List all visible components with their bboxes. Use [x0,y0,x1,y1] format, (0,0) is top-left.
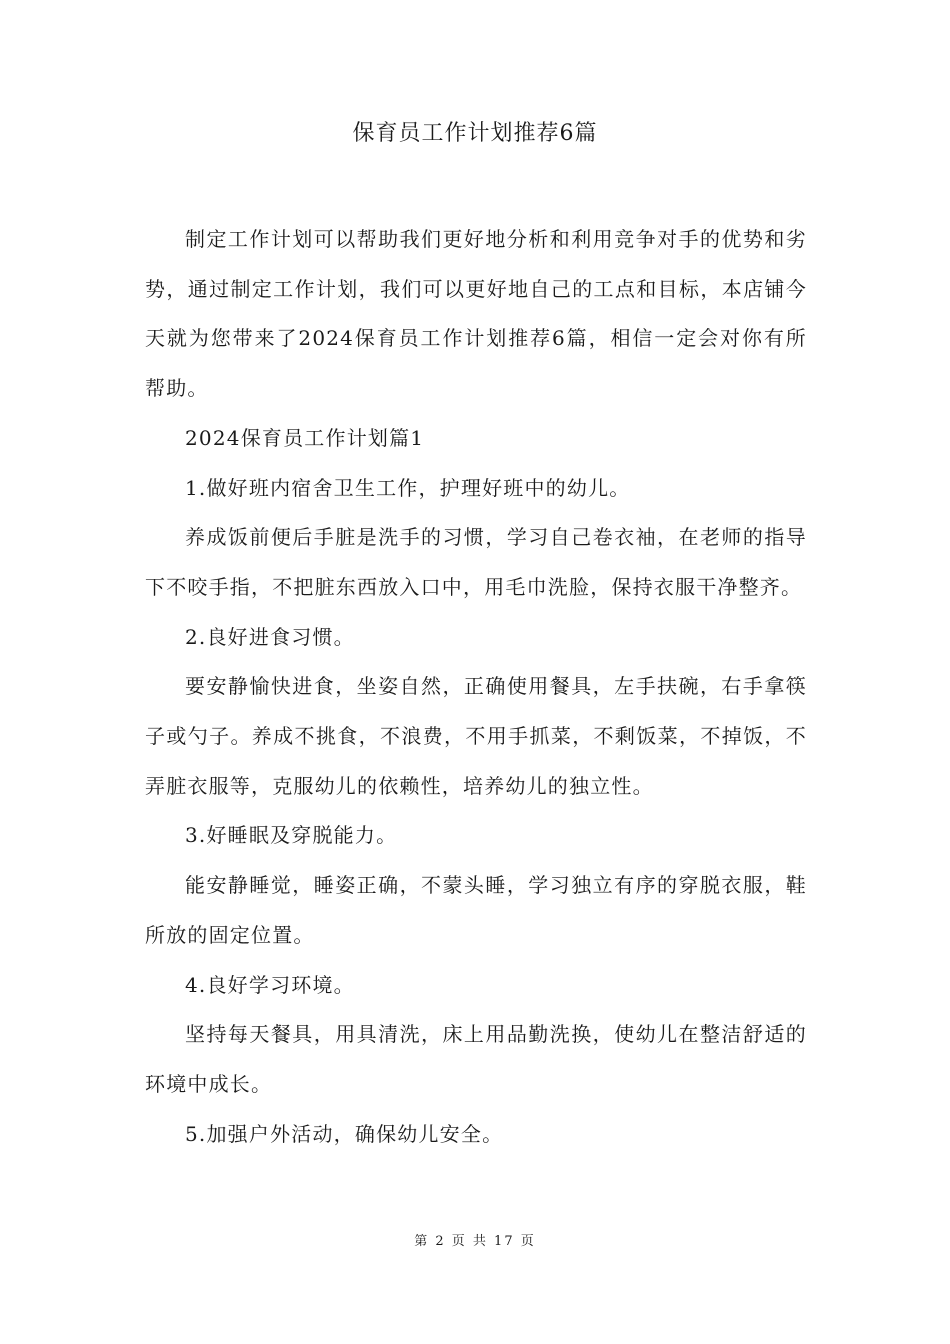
page-number-footer: 第 2 页 共 17 页 [414,1234,536,1249]
section-heading: 2024保育员工作计划篇1 [185,425,425,450]
list-item-heading: 3.好睡眠及穿脱能力。 [185,823,398,848]
list-item-heading: 4.良好学习环境。 [185,972,355,997]
list-item-heading: 2.良好进食习惯。 [185,624,355,649]
body-paragraph: 要安静愉快进食，坐姿自然，正确使用餐具，左手扶碗，右手拿筷子或勺子。养成不挑食，不浪费，不用手抓菜，不剩饭菜，不掉饭，不弄脏衣服等，克服幼儿的依赖性，培养幼儿的独立性。 [145,674,807,798]
document-title: 保育员工作计划推荐6篇 [352,121,598,146]
list-item-heading: 5.加强户外活动，确保幼儿安全。 [185,1121,504,1146]
body-paragraph: 养成饭前便后手脏是洗手的习惯，学习自己卷衣袖，在老师的指导下不咬手指，不把脏东西放入口中，用毛巾洗脸，保持衣服干净整齐。 [145,525,807,599]
list-item-heading: 1.做好班内宿舍卫生工作，护理好班中的幼儿。 [185,475,631,500]
document-body [145,215,807,1159]
body-paragraph: 坚持每天餐具，用具清洗，床上用品勤洗换，使幼儿在整洁舒适的环境中成长。 [145,1022,807,1096]
body-paragraph: 能安静睡觉，睡姿正确，不蒙头睡，学习独立有序的穿脱衣服，鞋所放的固定位置。 [145,873,807,947]
intro-paragraph: 制定工作计划可以帮助我们更好地分析和利用竞争对手的优势和劣势，通过制定工作计划，我们可以更好地自己的工点和目标，本店铺今天就为您带来了2024保育员工作计划推荐6篇，相信一定会对你有所帮助。 [145,227,807,401]
